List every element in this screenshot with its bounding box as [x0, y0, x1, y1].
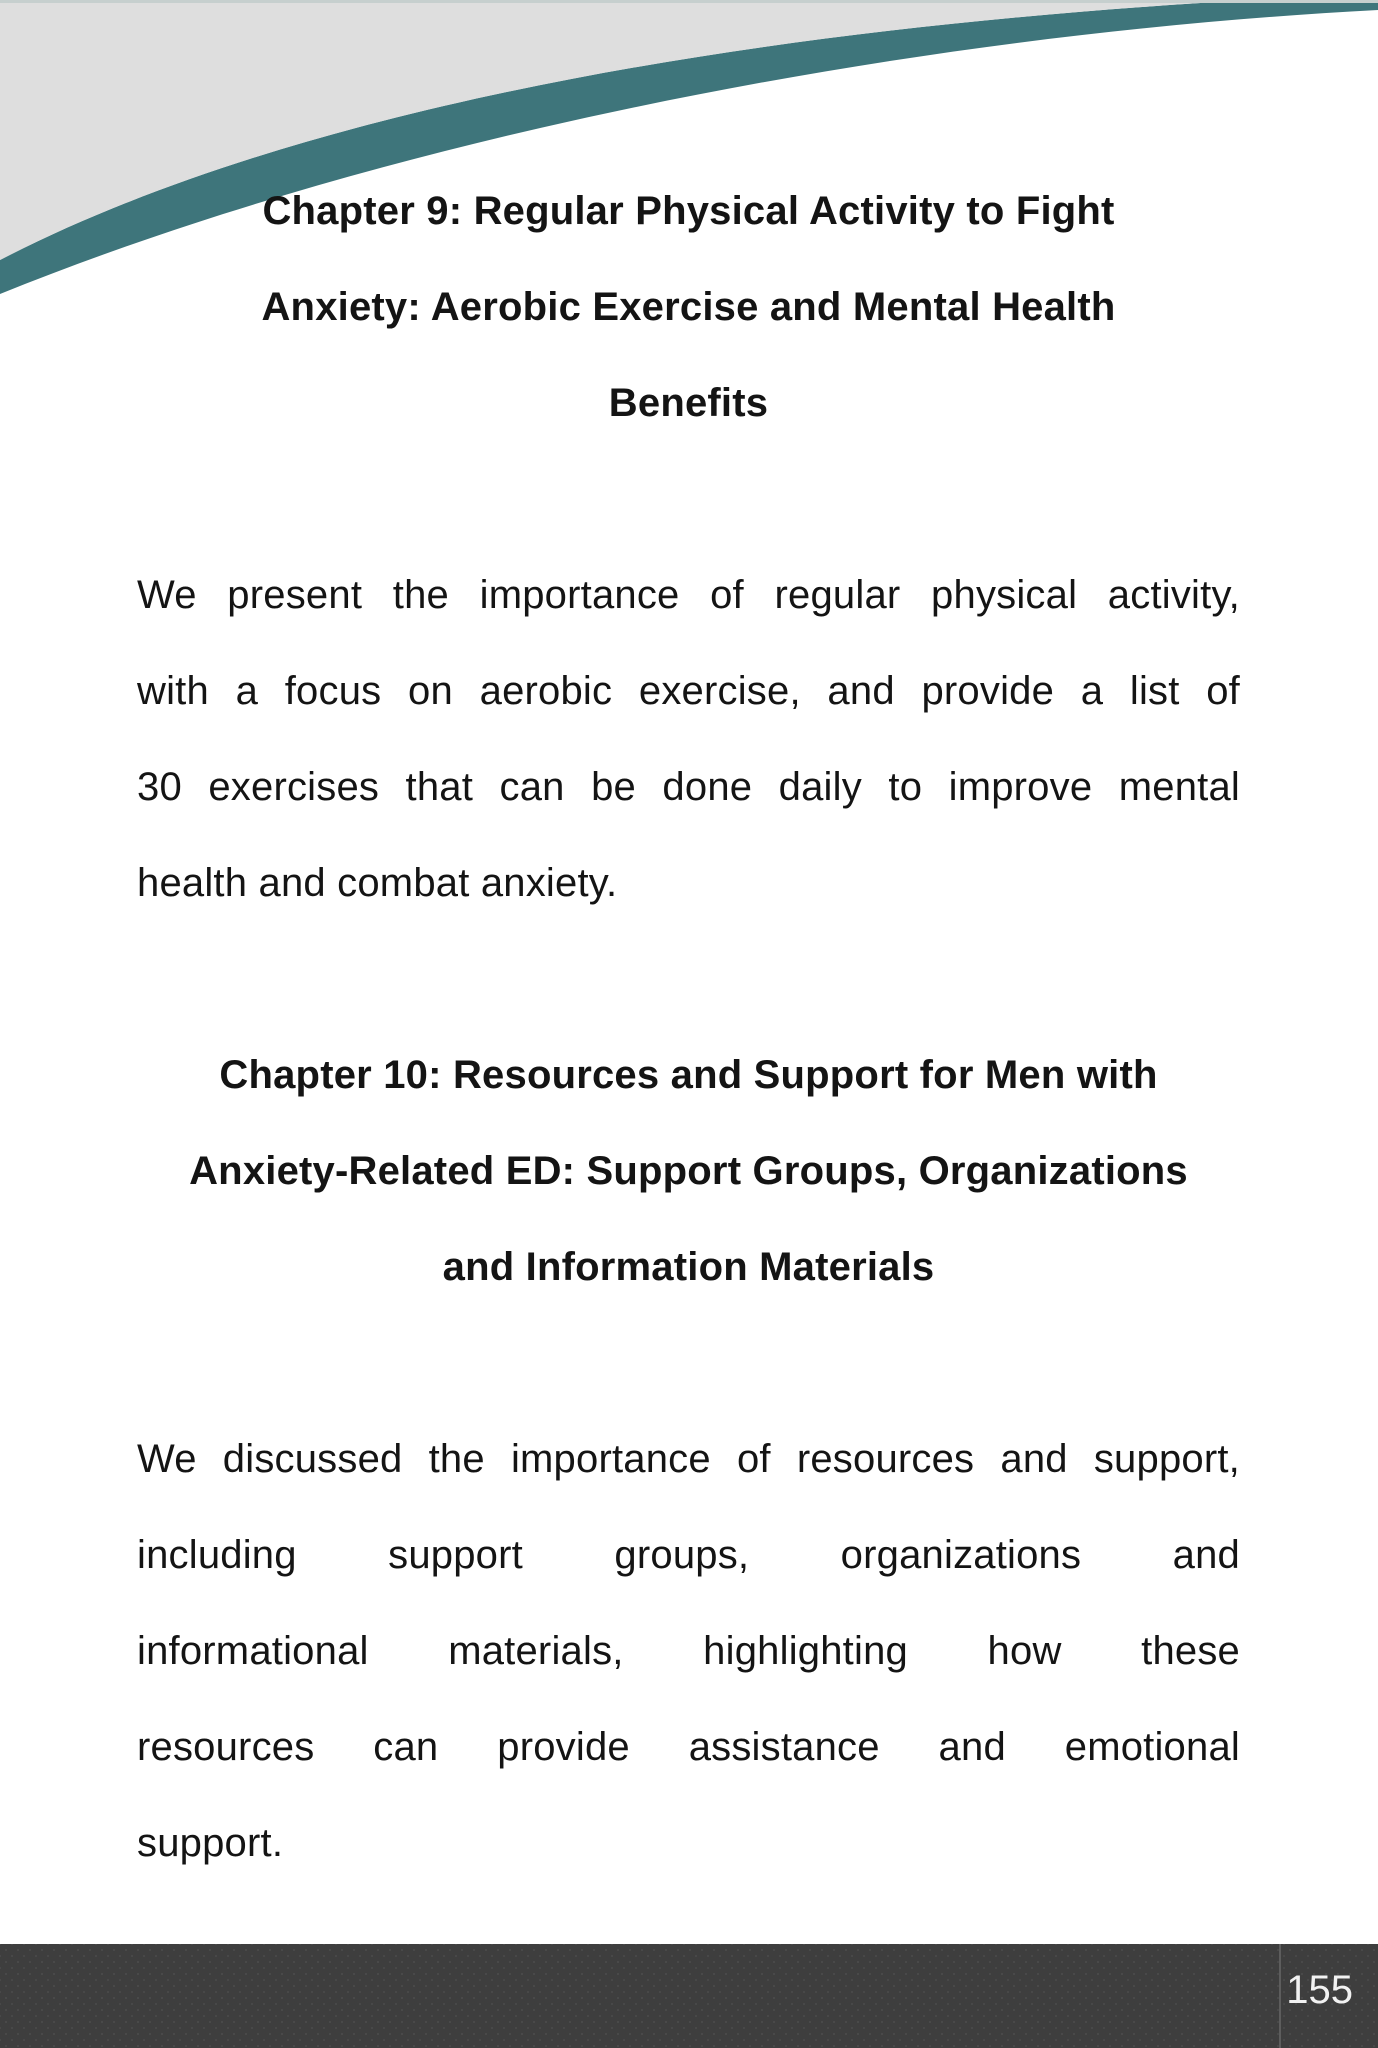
- paragraph-line: health and combat anxiety.: [137, 861, 618, 905]
- page-content: [137, 163, 1240, 1891]
- chapter-9-summary-paragraph: [137, 547, 1240, 931]
- heading-line: Anxiety: Aerobic Exercise and Mental Health: [261, 285, 1116, 329]
- footer-divider: [1279, 1944, 1281, 2048]
- chapter-10-summary-paragraph: [137, 1411, 1240, 1891]
- chapter-9-heading: [137, 163, 1240, 451]
- top-edge-line: [0, 0, 1378, 3]
- heading-line: Chapter 10: Resources and Support for Men with: [219, 1053, 1158, 1097]
- chapter-10-heading: [137, 1027, 1240, 1315]
- page-footer: [0, 1944, 1378, 2048]
- paragraph-line: informational materials, highlighting how these: [137, 1629, 1240, 1673]
- heading-line: Benefits: [608, 381, 769, 425]
- paragraph-line: resources can provide assistance and emotional: [137, 1725, 1240, 1769]
- paragraph-line: We present the importance of regular physical activity,: [137, 573, 1240, 617]
- paragraph-line: with a focus on aerobic exercise, and provide a list of: [137, 669, 1240, 713]
- paragraph-line: including support groups, organizations and: [137, 1533, 1240, 1577]
- paragraph-line: support.: [137, 1821, 284, 1865]
- paragraph-line: We discussed the importance of resources and support,: [137, 1437, 1240, 1481]
- heading-line: and Information Materials: [442, 1245, 935, 1289]
- heading-line: Anxiety-Related ED: Support Groups, Organizations: [189, 1149, 1188, 1193]
- page-number: 155: [1286, 1968, 1353, 2012]
- heading-line: Chapter 9: Regular Physical Activity to Fight: [262, 189, 1115, 233]
- paragraph-line: 30 exercises that can be done daily to improve mental: [137, 765, 1240, 809]
